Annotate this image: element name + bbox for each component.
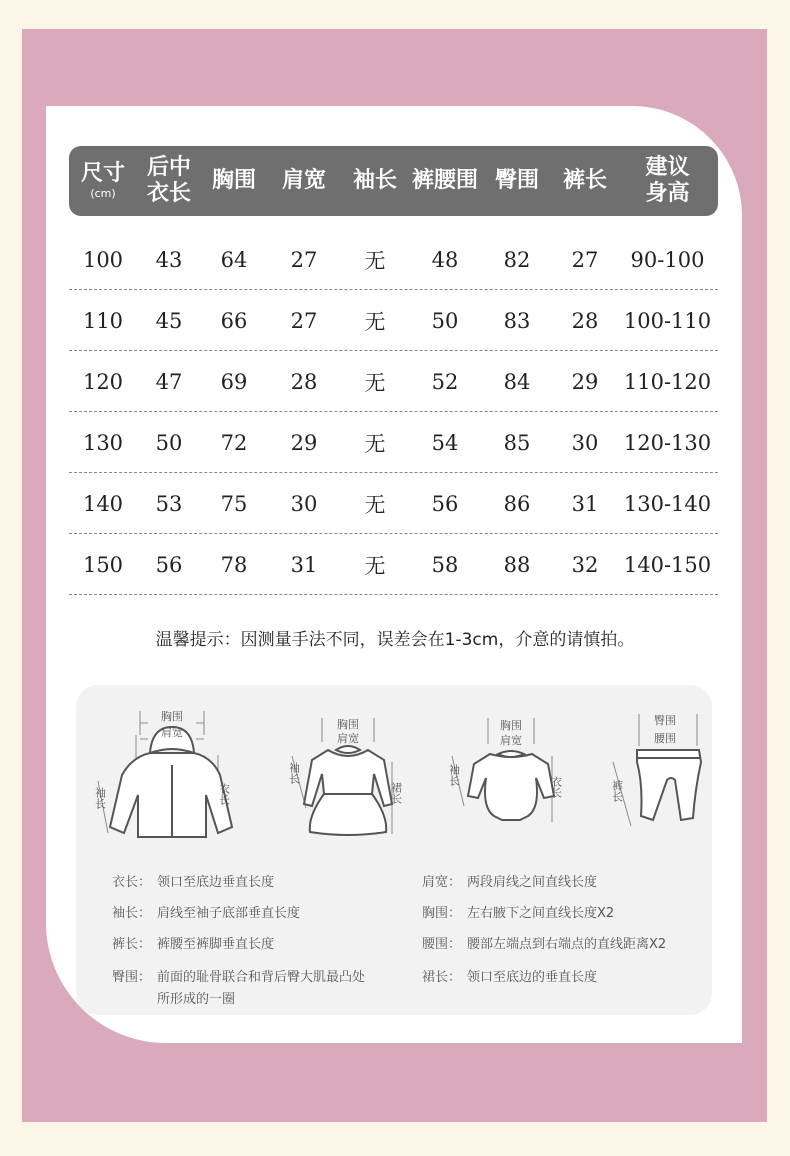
dress-shoulder-label: 肩宽 — [337, 732, 359, 745]
table-cell: 69 — [220, 370, 248, 394]
table-row — [69, 230, 718, 290]
header-chest — [201, 146, 267, 216]
header-hip — [481, 146, 553, 216]
table-cell: 53 — [155, 492, 183, 516]
table-cell: 30 — [571, 431, 599, 455]
table-cell: 无 — [364, 310, 386, 334]
table-cell: 27 — [290, 248, 318, 272]
header-back-length-l2: 衣长 — [146, 181, 191, 206]
table-cell: 43 — [155, 248, 183, 272]
row-divider — [69, 594, 718, 595]
row-divider — [69, 472, 718, 473]
romper-shoulder-label: 肩宽 — [500, 734, 522, 747]
table-row — [69, 291, 718, 351]
table-cell: 28 — [571, 309, 599, 333]
def-waist: 腰围： 腰部左端点到右端点的直线距离X2 — [422, 937, 667, 952]
table-cell: 82 — [503, 248, 531, 272]
row-divider — [69, 533, 718, 534]
table-cell: 140 — [82, 492, 124, 516]
header-size-unit: (cm) — [90, 187, 116, 200]
jacket-length-label: 衣长 — [217, 783, 231, 805]
table-cell: 无 — [364, 432, 386, 456]
table-cell: 无 — [364, 249, 386, 273]
table-row — [69, 413, 718, 473]
table-cell: 无 — [364, 493, 386, 517]
dress-sleeve-label: 袖长 — [288, 762, 301, 784]
def-sleeve: 袖长： 肩线至袖子底部垂直长度 — [112, 906, 301, 921]
def-skirt: 裙长： 领口至底边的垂直长度 — [422, 970, 598, 985]
table-cell: 29 — [290, 431, 318, 455]
table-cell: 64 — [220, 248, 248, 272]
def-shoulder: 肩宽： 两段肩线之间直线长度 — [422, 875, 598, 890]
def-chest: 胸围： 左右腋下之间直线长度X2 — [422, 906, 615, 921]
table-cell: 110-120 — [623, 370, 712, 394]
row-divider — [69, 350, 718, 351]
table-cell: 无 — [364, 554, 386, 578]
table-cell: 78 — [220, 553, 248, 577]
jacket-chest-label: 胸围 — [161, 710, 183, 723]
table-cell: 47 — [155, 370, 183, 394]
def-pants: 裤长： 裤腰至裤脚垂直长度 — [112, 937, 275, 952]
table-row — [69, 474, 718, 534]
romper-sleeve-label: 袖长 — [448, 764, 461, 786]
romper-length-label: 衣长 — [549, 776, 563, 798]
table-cell: 75 — [220, 492, 248, 516]
row-divider — [69, 289, 718, 290]
table-cell: 150 — [82, 553, 124, 577]
header-height-l2: 身高 — [645, 181, 690, 206]
header-pants-length-label: 裤长 — [562, 168, 607, 193]
header-height — [617, 146, 718, 216]
dress-chest-label: 胸围 — [337, 718, 359, 731]
pants-hip-label: 臀围 — [654, 714, 676, 727]
jacket-figure — [92, 705, 242, 859]
pants-waist-label: 腰围 — [654, 732, 676, 745]
table-cell: 130-140 — [623, 492, 712, 516]
table-cell: 无 — [364, 371, 386, 395]
pants-figure — [605, 710, 705, 834]
table-cell: 88 — [503, 553, 531, 577]
table-cell: 45 — [155, 309, 183, 333]
table-cell: 27 — [290, 309, 318, 333]
table-cell: 52 — [431, 370, 459, 394]
header-height-l1: 建议 — [645, 155, 690, 180]
jacket-sleeve-label: 袖长 — [93, 787, 107, 809]
table-header — [69, 146, 718, 216]
table-cell: 56 — [431, 492, 459, 516]
pants-length-label: 裤长 — [610, 780, 624, 802]
table-cell: 32 — [571, 553, 599, 577]
header-size-label: 尺寸 — [80, 161, 125, 186]
table-cell: 58 — [431, 553, 459, 577]
header-back-length — [137, 146, 201, 216]
dress-length-label: 裙长 — [389, 782, 403, 804]
table-cell: 66 — [220, 309, 248, 333]
header-size — [69, 146, 137, 216]
header-waist-label: 裤腰围 — [411, 168, 478, 193]
table-cell: 85 — [503, 431, 531, 455]
romper-figure — [448, 712, 578, 836]
header-pants-length — [553, 146, 617, 216]
table-cell: 30 — [290, 492, 318, 516]
table-cell: 120 — [82, 370, 124, 394]
table-cell: 86 — [503, 492, 531, 516]
table-cell: 100-110 — [623, 309, 712, 333]
table-cell: 120-130 — [623, 431, 712, 455]
table-cell: 28 — [290, 370, 318, 394]
romper-chest-label: 胸围 — [500, 719, 522, 732]
table-cell: 27 — [571, 248, 599, 272]
table-cell: 50 — [431, 309, 459, 333]
header-shoulder-label: 肩宽 — [281, 168, 326, 193]
header-back-length-l1: 后中 — [146, 155, 191, 180]
header-waist — [409, 146, 481, 216]
header-chest-label: 胸围 — [211, 168, 256, 193]
table-cell: 83 — [503, 309, 531, 333]
table-cell: 29 — [571, 370, 599, 394]
measurement-tip: 温馨提示：因测量手法不同，误差会在1-3cm，介意的请慎拍。 — [155, 630, 635, 650]
hooded-jacket-icon — [92, 705, 242, 855]
dress-icon — [288, 712, 408, 852]
table-row — [69, 535, 718, 595]
table-cell: 110 — [82, 309, 124, 333]
header-sleeve-label: 袖长 — [352, 168, 397, 193]
def-length: 衣长： 领口至底边垂直长度 — [112, 875, 275, 890]
jacket-shoulder-label: 肩宽 — [161, 726, 183, 739]
table-cell: 140-150 — [623, 553, 712, 577]
table-cell: 50 — [155, 431, 183, 455]
table-cell: 90-100 — [630, 248, 705, 272]
table-row — [69, 352, 718, 412]
dress-figure — [288, 712, 408, 856]
table-cell: 84 — [503, 370, 531, 394]
header-shoulder — [267, 146, 341, 216]
table-cell: 48 — [431, 248, 459, 272]
table-cell: 31 — [571, 492, 599, 516]
table-cell: 56 — [155, 553, 183, 577]
table-cell: 54 — [431, 431, 459, 455]
header-sleeve — [341, 146, 409, 216]
table-cell: 72 — [220, 431, 248, 455]
def-hip-cont: 所形成的一圈 — [157, 992, 236, 1007]
def-hip: 臀围： 前面的耻骨联合和背后臀大肌最凸处 — [112, 970, 366, 985]
table-cell: 130 — [82, 431, 124, 455]
romper-icon — [448, 712, 578, 832]
table-cell: 31 — [290, 553, 318, 577]
table-cell: 100 — [82, 248, 124, 272]
header-hip-label: 臀围 — [494, 168, 539, 193]
row-divider — [69, 411, 718, 412]
pants-icon — [605, 710, 705, 830]
